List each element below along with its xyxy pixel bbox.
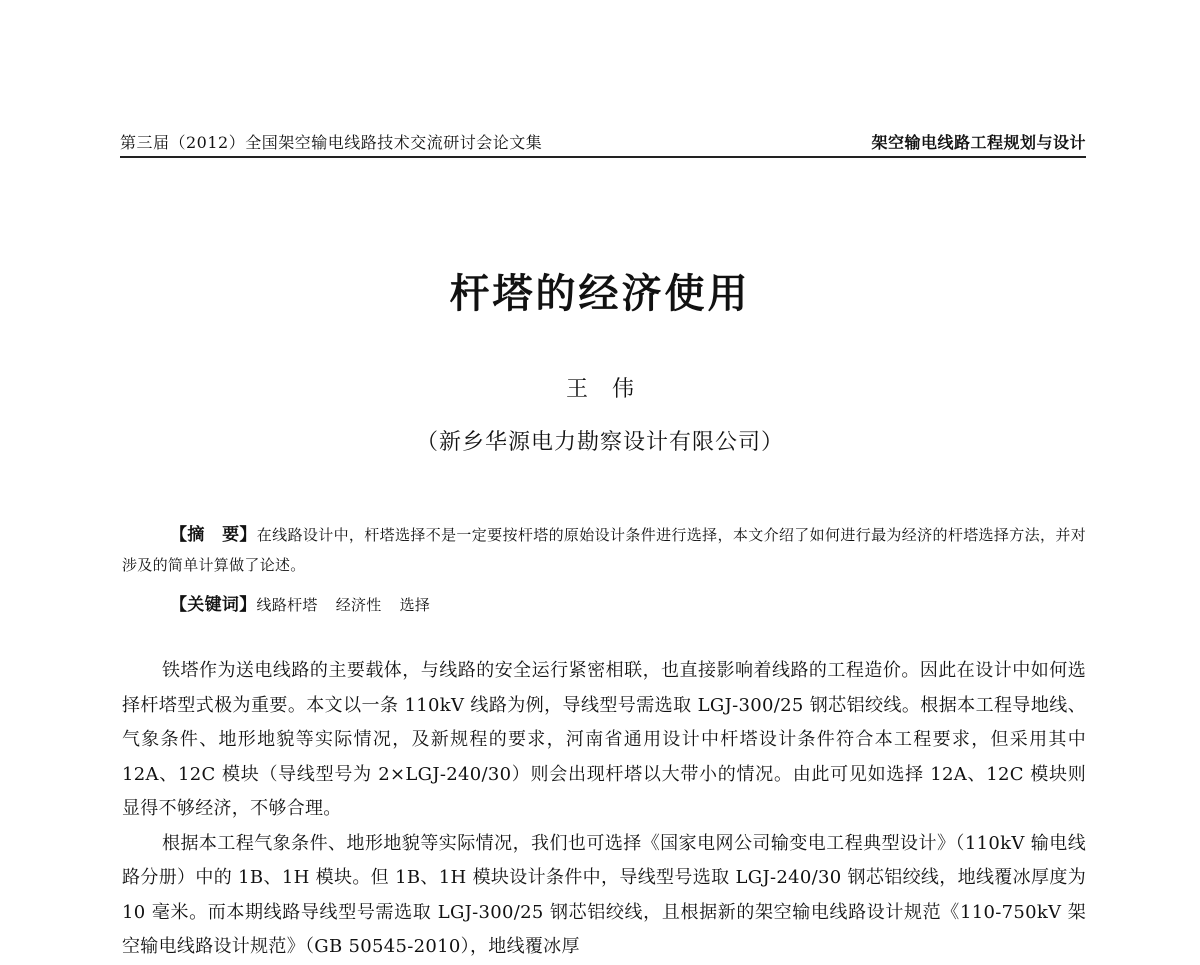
- body-paragraph: 根据本工程气象条件、地形地貌等实际情况，我们也可选择《国家电网公司输变电工程典型设计》（110kV 输电线路分册）中的 1B、1H 模块。但 1B、1H 模块设计条件中，导线型号选取 LGJ-240/30 钢芯铝绞线，地线覆冰厚度为 10 毫米。而本期线路导线型号需选取 LGJ-300/25 钢芯铝绞线，且根据新的架空输电线路设计规范《110-750kV 架空输电线路设计规范》（GB 50545-2010），地线覆冰厚: [122, 832, 1086, 957]
- abstract-label: 【摘 要】: [170, 525, 257, 545]
- abstract: [122, 520, 1086, 580]
- keyword: 经济性: [335, 596, 382, 614]
- body-paragraph: 铁塔作为送电线路的主要载体，与线路的安全运行紧密相联，也直接影响着线路的工程造价。因此在设计中如何选择杆塔型式极为重要。本文以一条 110kV 线路为例，导线型号需选取 LGJ-300/25 钢芯铝绞线。根据本工程导地线、气象条件、地形地貌等实际情况，及新规程的要求，河南省通用设计中杆塔设计条件符合本工程要求，但采用其中 12A、12C 模块（导线型号为 2×LGJ-240/30）则会出现杆塔以大带小的情况。由此可见如选择 12A、12C 模块则显得不够经济，不够合理。: [122, 660, 1086, 819]
- abstract-text: 在线路设计中，杆塔选择不是一定要按杆塔的原始设计条件进行选择，本文介绍了如何进行最为经济的杆塔选择方法，并对涉及的简单计算做了论述。: [122, 526, 1087, 574]
- keywords: [122, 590, 1086, 620]
- paper-author: 王伟: [565, 377, 658, 402]
- paper-title: 杆塔的经济使用: [449, 271, 751, 317]
- keywords-label: 【关键词】: [170, 595, 257, 615]
- header-section-title: 架空输电线路工程规划与设计: [871, 133, 1086, 152]
- running-header: [120, 130, 1086, 158]
- keyword: 线路杆塔: [256, 596, 318, 614]
- body-text: [122, 654, 1086, 965]
- header-proceedings-title: 第三届（2012）全国架空输电线路技术交流研讨会论文集: [120, 133, 543, 152]
- author-affiliation: （新乡华源电力勘察设计有限公司）: [415, 430, 784, 455]
- keyword: 选择: [399, 596, 431, 614]
